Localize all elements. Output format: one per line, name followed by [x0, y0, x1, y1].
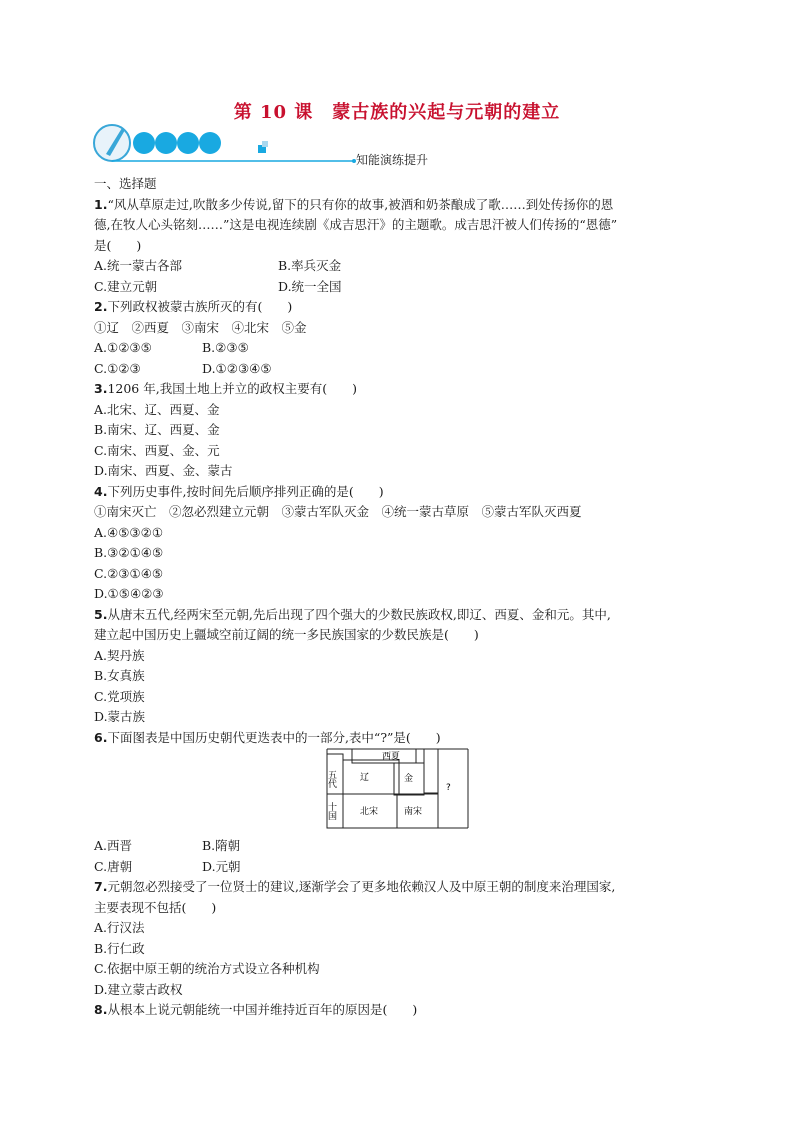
options-row — [94, 338, 724, 359]
question-8: 8.从根本上说元朝能统一中国并维持近百年的原因是( ) — [94, 1002, 418, 1017]
question-5: 5.从唐末五代,经两宋至元朝,先后出现了四个强大的少数民族政权,即辽、西夏、金和元。其中, — [94, 606, 611, 622]
option-a[interactable]: A.统一蒙古各部 — [94, 258, 183, 273]
option-b[interactable]: B.②③⑤ — [202, 340, 249, 355]
cell-shiguo: 十国 — [326, 802, 336, 820]
option-d[interactable]: D.①⑤④②③ — [94, 586, 164, 601]
question-1: 1.“风从草原走过,吹散多少传说,留下的只有你的故事,被酒和奶茶酿成了歌……到处传扬你的恩 — [94, 196, 614, 212]
section-label: 知能演练提升 — [356, 153, 429, 167]
option-b[interactable]: B.隋朝 — [202, 838, 241, 853]
question-3: 3.1206 年,我国土地上并立的政权主要有( ) — [94, 381, 357, 396]
cell-jin: 金 — [404, 774, 414, 784]
option-c[interactable]: C.建立元朝 — [94, 278, 158, 294]
part-heading: 一、选择题 — [94, 176, 157, 191]
option-a[interactable]: A.①②③⑤ — [94, 340, 152, 355]
option-c[interactable]: C.依据中原王朝的统治方式设立各种机构 — [94, 961, 320, 976]
options-row — [94, 256, 724, 277]
option-d[interactable]: D.南宋、西夏、金、蒙古 — [94, 463, 233, 478]
option-a[interactable]: A.北宋、辽、西夏、金 — [94, 401, 220, 417]
dynasty-chart — [326, 748, 472, 832]
option-d[interactable]: D.蒙古族 — [94, 709, 146, 724]
cell-liao: 辽 — [360, 773, 370, 783]
option-d[interactable]: D.建立蒙古政权 — [94, 981, 183, 997]
option-d[interactable]: D.统一全国 — [278, 278, 342, 294]
option-b[interactable]: B.女真族 — [94, 668, 145, 683]
option-d[interactable]: D.①②③④⑤ — [202, 360, 272, 376]
cell-beisong: 北宋 — [360, 807, 379, 817]
question-list: 一、选择题 1.“风从草原走过,吹散多少传说,留下的只有你的故事,被酒和奶茶酿成了歌……到处传扬你的恩 德,在牧人心头铭刻……”这是电视连续剧《成吉思汗》的主题歌。成吉思汗被人们传扬的“恩德” 是( ) A.统一蒙古各部 B.率兵灭金 C.建立元朝 D.统一全国 2.下列政权被蒙古族所灭的有( ) ①辽 ②西夏 ③南宋 ④北宋 ⑤金 A.①②③⑤ B.②③⑤ C.①②③ D.①②③④⑤ 3.1206 年,我国土地上并立的政权主要有( ) A.北宋、辽、西夏、金 B.南宋、辽、西夏、金 C.南宋、西夏、金、元 D.南宋、西夏、金、蒙古 4.下列历史事件,按时间先后顺序排列正确的是( ) ①南宋灭亡 ②忽必烈建立元朝 ③蒙古军队灭金 ④统一蒙古草原 ⑤蒙古军队灭西夏 A.④⑤③②① B.③②①④⑤ C.②③①④⑤ D.①⑤④②③ 5.从唐末五代,经两宋至元朝,先后出现了四个强大的少数民族政权,即辽、西夏、金和元。其中, 建立起中国历史上疆域空前辽阔的统一多民族国家的少数民族是( ) A.契丹族 B.女真族 C.党项族 D.蒙古族 6.下面图表是中国历史朝代更迭表中的一部分,表中“?”是( ) 五代 十国 辽 西夏 金 北宋 南宋 ? A.西晋 B.隋朝 C.唐朝 D.元朝 7.元朝忽必烈接受了一位贤士的建议,逐渐学会了更多地依赖汉人及中原王朝的制度来治理国家, 主要表现不包括( ) A.行汉法 B.行仁政 C.依据中原王朝的统治方式设立各种机构 D.建立蒙古政权 8.从根本上说元朝能统一中国并维持近百年的原因是( ) — [94, 174, 724, 1021]
option-c[interactable]: C.党项族 — [94, 688, 145, 704]
option-c[interactable]: C.①②③ — [94, 360, 141, 376]
option-c[interactable]: C.南宋、西夏、金、元 — [94, 442, 220, 458]
lesson-title: 第 10 课 蒙古族的兴起与元朝的建立 — [233, 102, 561, 123]
question-6: 6.下面图表是中国历史朝代更迭表中的一部分,表中“?”是( ) — [94, 729, 441, 745]
cell-nansong: 南宋 — [404, 807, 423, 817]
option-b[interactable]: B.南宋、辽、西夏、金 — [94, 422, 220, 437]
option-a[interactable]: A.西晋 — [94, 838, 133, 853]
option-c[interactable]: C.②③①④⑤ — [94, 565, 164, 581]
option-b[interactable]: B.率兵灭金 — [278, 258, 342, 273]
question-2: 2.下列政权被蒙古族所灭的有( ) — [94, 299, 293, 314]
dynasty-chart-figure — [0, 748, 794, 836]
question-7: 7.元朝忽必烈接受了一位贤士的建议,逐渐学会了更多地依赖汉人及中原王朝的制度来治理国家, — [94, 879, 616, 894]
option-a[interactable]: A.契丹族 — [94, 647, 145, 663]
option-b[interactable]: B.行仁政 — [94, 940, 145, 956]
option-a[interactable]: A.行汉法 — [94, 920, 145, 935]
option-d[interactable]: D.元朝 — [202, 858, 241, 874]
question-4: 4.下列历史事件,按时间先后顺序排列正确的是( ) — [94, 483, 384, 499]
options-row — [94, 836, 724, 857]
cell-xixia: 西夏 — [382, 752, 401, 762]
options-row — [94, 857, 724, 878]
option-c[interactable]: C.唐朝 — [94, 858, 133, 874]
cell-question-mark: ? — [446, 783, 451, 793]
options-row — [94, 359, 724, 380]
options-row — [94, 277, 724, 298]
cell-wudai: 五代 — [326, 770, 336, 788]
option-b[interactable]: B.③②①④⑤ — [94, 545, 164, 560]
option-a[interactable]: A.④⑤③②① — [94, 524, 164, 540]
